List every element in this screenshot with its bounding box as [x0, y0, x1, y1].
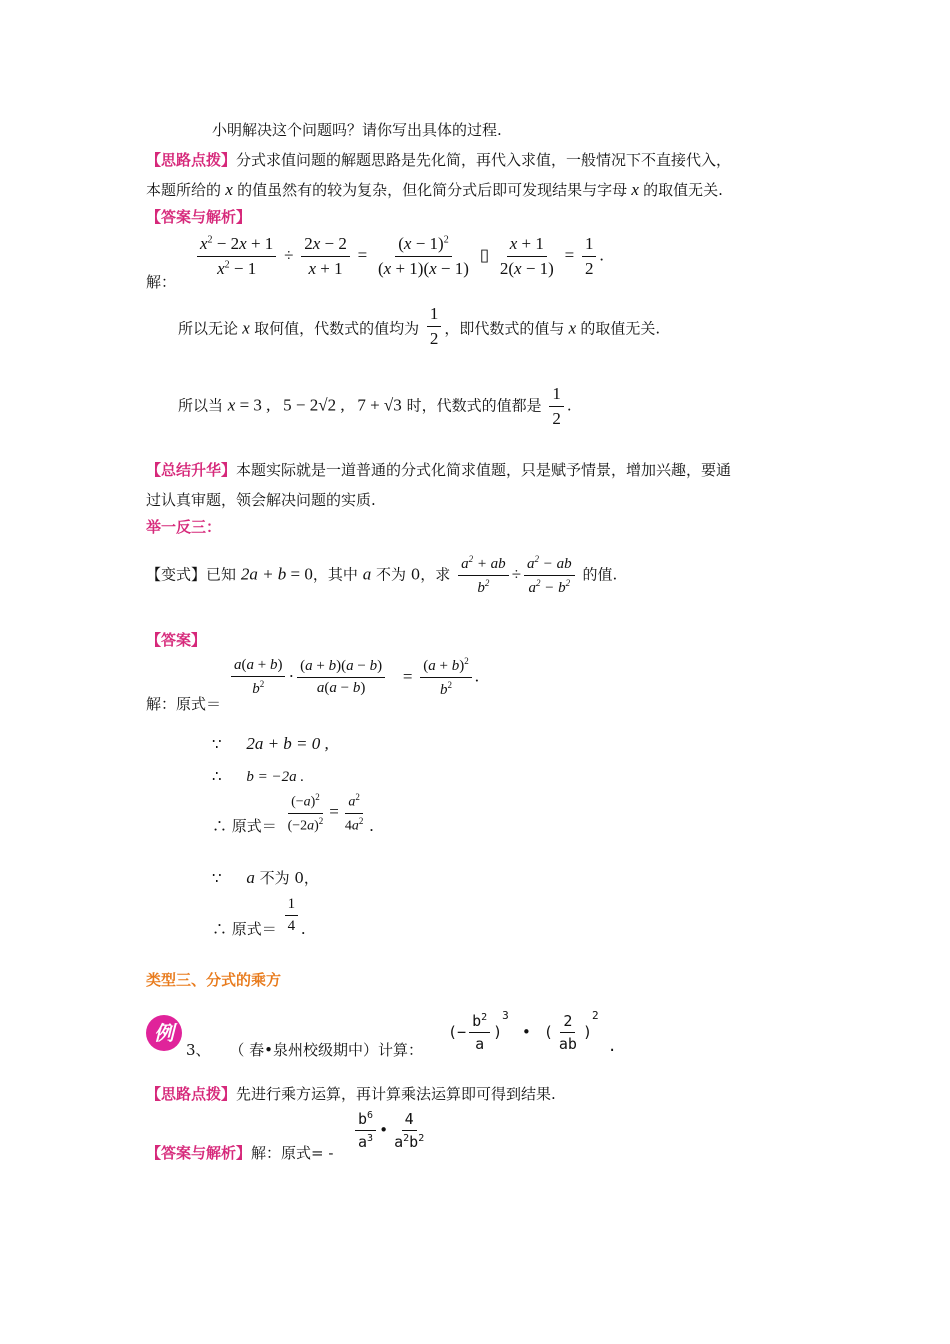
var-x: x [221, 180, 238, 199]
text: 的取值无关. [580, 319, 661, 338]
fraction-numerator: 1 [285, 896, 299, 916]
hint-text-b1: 本题所给的 [146, 181, 222, 199]
hint-tag: 【思路点拨】 [146, 1085, 237, 1103]
fraction-denominator: 4 [287, 918, 296, 934]
variant-tag: 【变式】 [146, 565, 207, 584]
answer3-formula: $\frac{b^6}{a^3}$ • $\frac{4}{a^2b^2}$ [352, 1110, 430, 1151]
so-line-3: ∴ 原式＝ $\frac{1}{4}$ . [212, 896, 306, 938]
example-source: （ 春•泉州校级期中）计算： [229, 1041, 423, 1059]
text: 不为 0，求 [375, 565, 451, 584]
text: 不为 0， [259, 869, 319, 887]
answer-tag-3: 【答案与解析】 [146, 1144, 252, 1162]
text: 已知 [206, 565, 237, 584]
equation-1: 2a + b = 0 , [246, 734, 329, 753]
so-line-1 [212, 766, 304, 787]
text: ，即代数式的值与 [444, 319, 565, 338]
text: 所以无论 [178, 319, 239, 338]
text: 时，代数式的值都是 [406, 396, 542, 415]
hint-paragraph-1 [146, 150, 731, 170]
example-number: 3、 [186, 1041, 211, 1059]
hint-tag: 【思路点拨】 [146, 151, 237, 169]
text: ∴ 原式＝ [212, 919, 277, 938]
answer-tag-1: 【答案与解析】 [146, 208, 252, 226]
question-tail: 小明解决这个问题吗？请你写出具体的过程. [212, 121, 502, 139]
hint-text-a: 分式求值问题的解题思路是先化简，再代入求值，一般情况下不直接代入， [236, 151, 732, 169]
answer3-line [146, 1143, 333, 1163]
summary-tag: 【总结升华】 [146, 461, 237, 479]
hint-text: 先进行乘方运算，再计算乘法运算即可得到结果. [236, 1085, 556, 1103]
example3-formula: (− $\frac{b^2}{a}$ )$^3$ • ( $\frac{2}{ab}$ )$^2$ . [448, 1009, 617, 1055]
text: ，其中 [312, 565, 358, 584]
answer-tag-2: 【答案】 [146, 631, 207, 649]
example3-line [186, 1040, 423, 1060]
since-line-1 [212, 734, 329, 754]
var-x: x [627, 180, 644, 199]
section-title-type3: 类型三、分式的乘方 [146, 971, 282, 989]
text: 所以当 [178, 396, 224, 415]
hint-paragraph-1b [146, 180, 723, 200]
formula-main: $\frac{x^2 - 2x + 1}{x^2 - 1}$ ÷ $\frac{2x - 2}{x + 1}$ = $\frac{(x - 1)^2}{(x + 1)(x - 1)}$ ▯ $\frac{x + 1}{2(x - 1)}$ = $\frac{1}{2}$ . [194, 234, 604, 279]
text: 的值. [582, 565, 618, 584]
because-symbol: ∵ [212, 735, 222, 753]
hint-text-b3: 的取值无关. [643, 181, 723, 199]
therefore-symbol: ∴ [212, 767, 222, 785]
conclusion-line-2: 所以当 x = 3 , 5 − 2√2 , 7 + √3 时，代数式的值都是 $\frac{1}{2}$ . [178, 384, 572, 428]
solution-label: 解： [146, 273, 177, 291]
text: ∴ 原式＝ [212, 817, 277, 836]
hint-paragraph-3 [146, 1084, 556, 1104]
example-badge: 例 [146, 1015, 182, 1051]
summary-text-a: 本题实际就是一道普通的分式化简求值题，只是赋予情景，增加兴趣，要通 [236, 461, 732, 479]
answer3-text: 解：原式= - [251, 1144, 334, 1162]
equation-2: b = −2a . [246, 769, 305, 785]
since-line-2: ∵ a 不为 0， [212, 868, 319, 887]
answer2-label: 解：原式＝ [146, 695, 222, 713]
hint-text-b2: 的值虽然有的较为复杂，但化简分式后即可发现结果与字母 [237, 181, 628, 199]
text: . [607, 1037, 617, 1055]
text: . [566, 396, 572, 415]
conclusion-line-1: 所以无论 x 取何值，代数式的值均为 $\frac{1}{2}$ ，即代数式的值与 x 的取值无关. [178, 304, 661, 348]
summary-line-b: 过认真审题，领会解决问题的实质. [146, 491, 376, 509]
text: 取何值，代数式的值均为 [254, 319, 420, 338]
variant-line: 【变式】已知 2a + b = 0，其中 a 不为 0，求 $\frac{a^2 + ab}{b^2}$ ÷ $\frac{a^2 - ab}{a^2 - b^2}$ 的值. [146, 554, 618, 596]
so-line-2: ∴ 原式＝ $\frac{(-a)^2}{(-2a)^2}$ = $\frac{a^2}{4a^2}$ . [212, 792, 374, 836]
practice-title: 举一反三： [146, 518, 222, 536]
answer2-formula: $\frac{a(a + b)}{b^2}$ · $\frac{(a + b)(a - b)}{a(a - b)}$ = $\frac{(a + b)^2}{b^2}$ . [228, 656, 479, 699]
because-symbol: ∵ [212, 869, 222, 887]
summary-line-a [146, 460, 731, 480]
